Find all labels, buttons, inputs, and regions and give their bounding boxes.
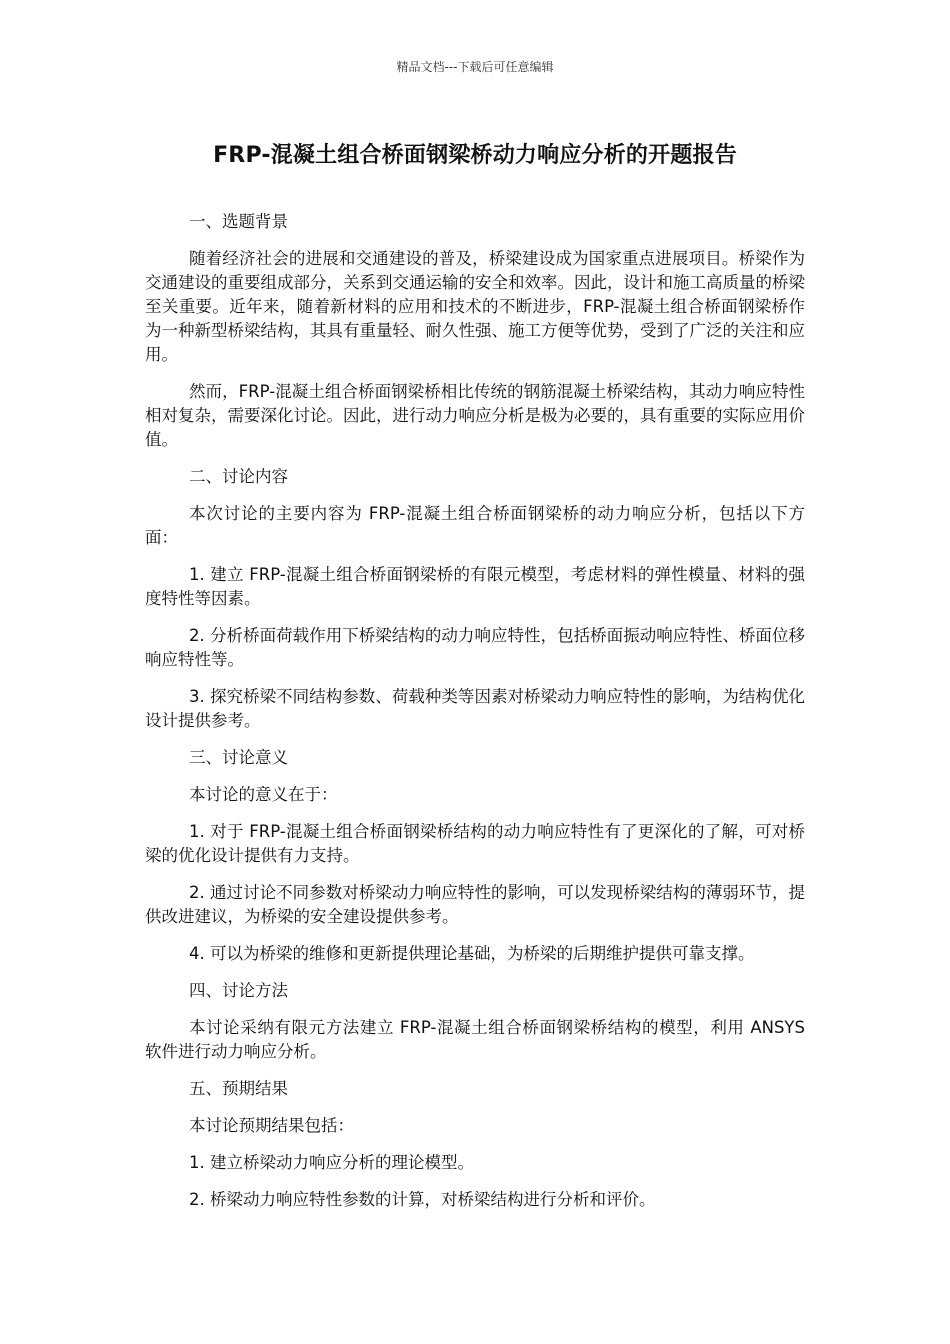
section-heading-method: 四、讨论方法: [189, 981, 288, 1000]
list-item-content-1: 1. 建立 FRP-混凝土组合桥面钢梁桥的有限元模型，考虑材料的弹性模量、材料的强度特性等因素。: [145, 565, 805, 608]
paragraph-significance-intro: 本讨论的意义在于：: [189, 785, 338, 804]
section-heading-expected-results: 五、预期结果: [189, 1079, 288, 1098]
paragraph-background-1: 随着经济社会的进展和交通建设的普及，桥梁建设成为国家重点进展项目。桥梁作为交通建设的重要组成部分，关系到交通运输的安全和效率。因此，设计和施工高质量的桥梁至关重要。近年来，随着新材料的应用和技术的不断进步，FRP-混凝土组合桥面钢梁桥作为一种新型桥梁结构，其具有重量轻、耐久性强、施工方便等优势，受到了广泛的关注和应用。: [145, 249, 805, 364]
list-item-significance-4: 4. 可以为桥梁的维修和更新提供理论基础，为桥梁的后期维护提供可靠支撑。: [189, 944, 755, 963]
paragraph-background-2: 然而，FRP-混凝土组合桥面钢梁桥相比传统的钢筋混凝土桥梁结构，其动力响应特性相对复杂，需要深化讨论。因此，进行动力响应分析是极为必要的，具有重要的实际应用价值。: [145, 382, 805, 449]
section-heading-background: 一、选题背景: [189, 212, 288, 231]
document-title: FRP-混凝土组合桥面钢梁桥动力响应分析的开题报告: [213, 143, 737, 168]
paragraph-content-intro: 本次讨论的主要内容为 FRP-混凝土组合桥面钢梁桥的动力响应分析，包括以下方面：: [145, 504, 805, 547]
section-heading-content: 二、讨论内容: [189, 467, 288, 486]
list-item-expected-1: 1. 建立桥梁动力响应分析的理论模型。: [189, 1153, 474, 1172]
list-item-content-2: 2. 分析桥面荷载作用下桥梁结构的动力响应特性，包括桥面振动响应特性、桥面位移响应特性等。: [145, 626, 805, 669]
section-heading-significance: 三、讨论意义: [189, 748, 288, 767]
paragraph-expected-intro: 本讨论预期结果包括：: [189, 1116, 354, 1135]
paragraph-method: 本讨论采纳有限元方法建立 FRP-混凝土组合桥面钢梁桥结构的模型，利用 ANSYS 软件进行动力响应分析。: [145, 1018, 805, 1061]
header-note: 精品文档---下载后可任意编辑: [396, 60, 554, 74]
list-item-content-3: 3. 探究桥梁不同结构参数、荷载种类等因素对桥梁动力响应特性的影响，为结构优化设计提供参考。: [145, 687, 805, 730]
document-body: [145, 210, 805, 1225]
list-item-significance-1: 1. 对于 FRP-混凝土组合桥面钢梁桥结构的动力响应特性有了更深化的了解，可对桥梁的优化设计提供有力支持。: [145, 822, 805, 865]
list-item-expected-2: 2. 桥梁动力响应特性参数的计算，对桥梁结构进行分析和评价。: [189, 1190, 656, 1209]
list-item-significance-2: 2. 通过讨论不同参数对桥梁动力响应特性的影响，可以发现桥梁结构的薄弱环节，提供改进建议，为桥梁的安全建设提供参考。: [145, 883, 805, 926]
